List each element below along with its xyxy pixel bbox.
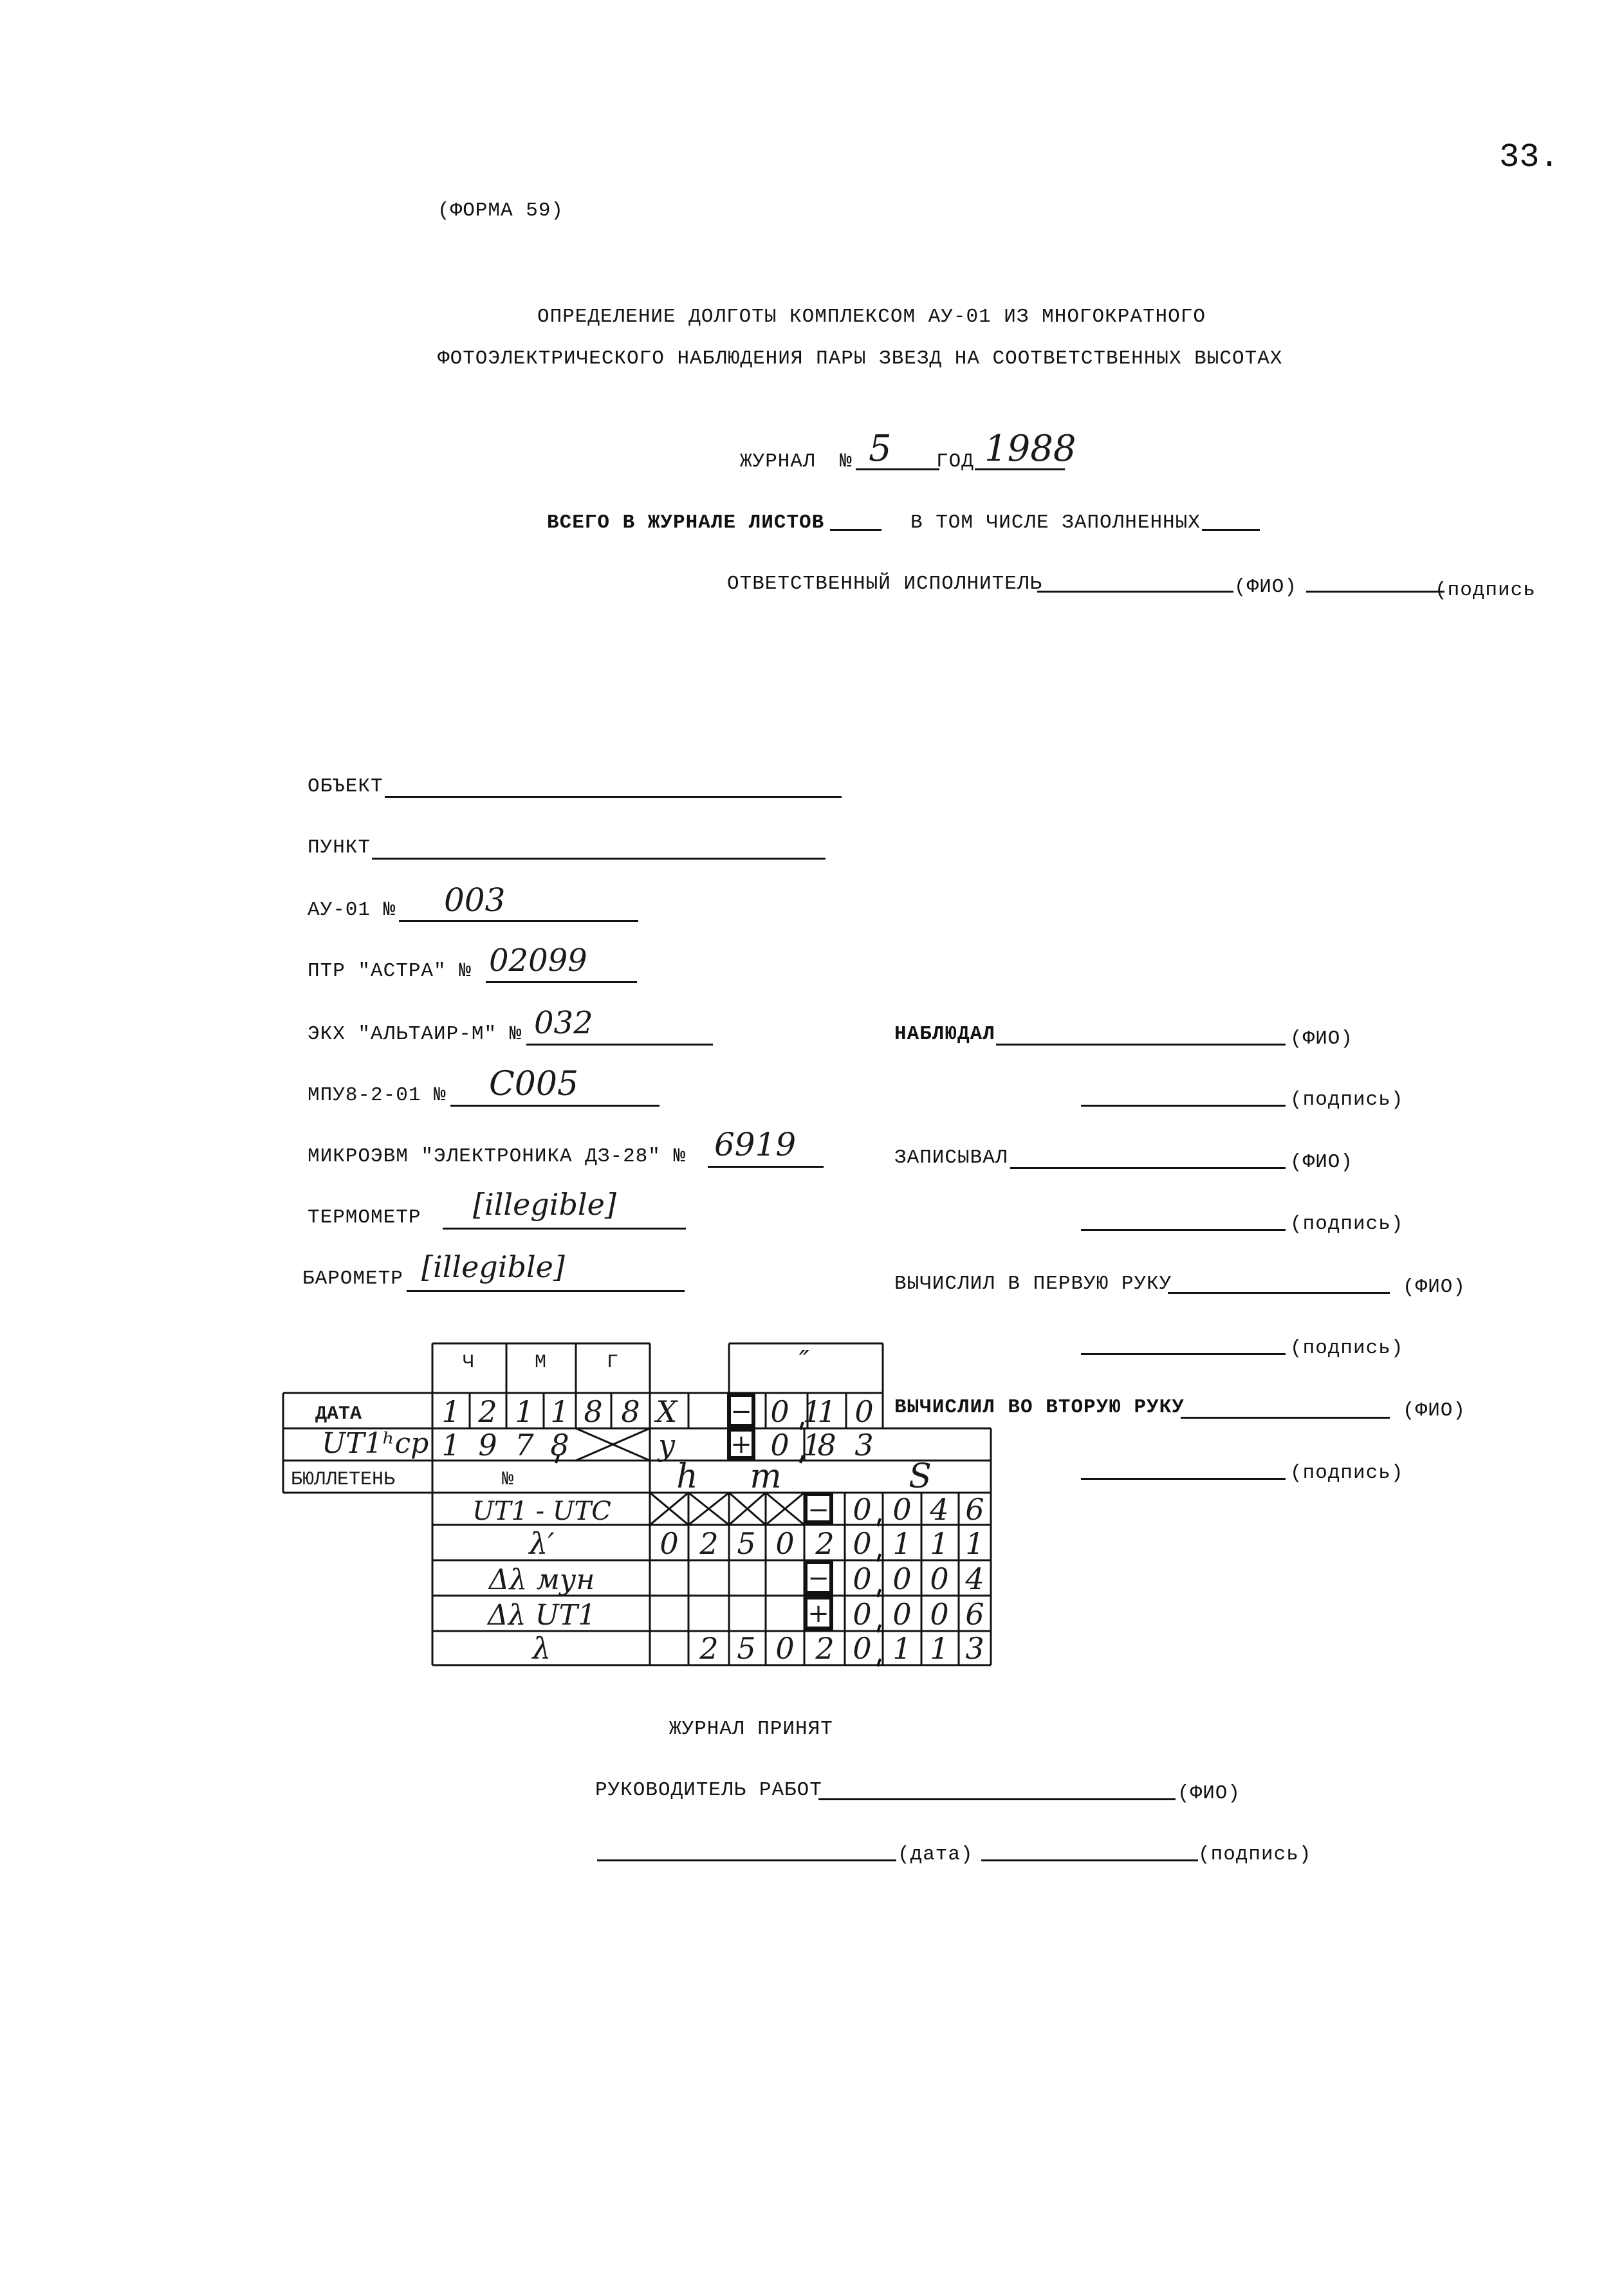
computed2-fio: (ФИО): [1403, 1399, 1466, 1422]
thermo-label: ТЕРМОМЕТР: [308, 1206, 421, 1229]
date-digit-0: 1: [441, 1394, 461, 1429]
year-value: 1988: [984, 428, 1076, 470]
accepted-sign: (подпись): [1198, 1843, 1312, 1866]
dl-mun-digit-2: 0: [930, 1562, 949, 1596]
responsible-fio: (ФИО): [1234, 576, 1298, 598]
bulletin-no: №: [502, 1469, 514, 1491]
col-h-header: Ч: [462, 1352, 475, 1374]
sheets-filled-label: В ТОМ ЧИСЛЕ ЗАПОЛНЕННЫХ: [910, 512, 1201, 534]
title-line-2: ФОТОЭЛЕКТРИЧЕСКОГО НАБЛЮДЕНИЯ ПАРЫ ЗВЕЗД НА СООТВЕТСТВЕННЫХ ВЫСОТАХ: [438, 347, 1283, 370]
ut1-utc-digit-3: 6: [965, 1492, 984, 1527]
x-label: X: [656, 1394, 678, 1429]
lambda-digit-1: 5: [737, 1631, 756, 1666]
lambda-digit-7: 3: [965, 1631, 984, 1666]
table-grid: [283, 1343, 991, 1665]
dl-ut1-sign: +: [807, 1599, 829, 1628]
lambda-digit-5: 1: [892, 1631, 912, 1666]
baro-value: [illegible]: [421, 1249, 565, 1284]
date-digit-1: 2: [478, 1394, 497, 1429]
ut1-digit-0: 1: [441, 1428, 461, 1462]
row-bulletin-label: БЮЛЛЕТЕНЬ: [291, 1469, 396, 1491]
ut1-digit-1: 9: [478, 1428, 497, 1462]
ptr-label: ПТР "АСТРА" №: [308, 960, 472, 982]
dl-ut1-digit-0: 0: [853, 1597, 872, 1632]
recorded-label: ЗАПИСЫВАЛ: [894, 1147, 1008, 1169]
lambda-digit-4: 0: [853, 1631, 872, 1666]
lambda-prime-digit-1: 2: [699, 1526, 719, 1561]
y-digit-0: 0: [770, 1428, 789, 1462]
dl-mun-label: Δλ мун: [488, 1563, 595, 1596]
m-label: m: [750, 1457, 782, 1496]
date-digit-5: 8: [621, 1394, 640, 1429]
ut1-utc-digit-2: 4: [930, 1492, 949, 1527]
dl-mun-sign: −: [807, 1563, 829, 1593]
recorded-sign: (подпись): [1290, 1213, 1404, 1235]
x-digit-1: 1: [802, 1394, 822, 1429]
responsible-label: ОТВЕТСТВЕННЫЙ ИСПОЛНИТЕЛЬ: [727, 573, 1043, 595]
s-label: S: [909, 1457, 932, 1496]
lambda-digit-3: 2: [815, 1631, 835, 1666]
sheets-total-label: ВСЕГО В ЖУРНАЛЕ ЛИСТОВ: [547, 512, 825, 534]
title-line-1: ОПРЕДЕЛЕНИЕ ДОЛГОТЫ КОМПЛЕКСОМ АУ-01 ИЗ МНОГОКРАТНОГО: [537, 306, 1206, 328]
micro-label: МИКРОЭВМ "ЭЛЕКТРОНИКА ДЗ-28" №: [308, 1145, 687, 1168]
x-digit-2: 1: [817, 1394, 836, 1429]
x-digit-0: 0: [770, 1394, 789, 1429]
au01-label: АУ-01 №: [308, 899, 396, 921]
date-digit-2: 1: [515, 1394, 534, 1429]
lambda-digit-0: 2: [699, 1631, 719, 1666]
observed-sign: (подпись): [1290, 1089, 1404, 1111]
date-digit-3: 1: [550, 1394, 569, 1429]
ut1-digit-3: 8: [550, 1428, 569, 1462]
baro-label: БАРОМЕТР: [302, 1268, 403, 1290]
y-label: y: [658, 1428, 675, 1462]
dl-ut1-digit-3: 6: [965, 1597, 984, 1632]
computed1-sign: (подпись): [1290, 1337, 1404, 1360]
point-label: ПУНКТ: [308, 836, 371, 859]
journal-no-label: №: [840, 450, 853, 473]
row-ut1-label: UT1ʰср: [322, 1427, 429, 1460]
ut1-utc-sign: −: [807, 1495, 829, 1525]
dl-mun-digit-3: 4: [965, 1562, 984, 1596]
lambda-prime-label: λ′: [529, 1526, 555, 1561]
col-g-header: Г: [606, 1352, 619, 1374]
recorded-fio: (ФИО): [1290, 1151, 1354, 1174]
lambda-prime-digit-8: 1: [965, 1526, 984, 1561]
y-digit-2: 8: [817, 1428, 836, 1462]
computed2-label: ВЫЧИСЛИЛ ВО ВТОРУЮ РУКУ: [894, 1396, 1185, 1419]
accepted-date: (дата): [898, 1843, 973, 1866]
accepted-sign-line: [981, 1859, 1198, 1861]
col-sec-header: ″: [798, 1345, 810, 1378]
ut1-utc-digit-1: 0: [892, 1492, 912, 1527]
ut1-digit-2: 7: [515, 1428, 534, 1462]
ptr-value: 02099: [489, 943, 587, 979]
x-digit-3: 0: [854, 1394, 874, 1429]
lambda-prime-digit-2: 5: [737, 1526, 756, 1561]
lambda-digit-2: 0: [775, 1631, 795, 1666]
computed1-fio: (ФИО): [1403, 1276, 1466, 1298]
x-sign: −: [730, 1397, 752, 1426]
computed1-label: ВЫЧИСЛИЛ В ПЕРВУЮ РУКУ: [894, 1273, 1172, 1295]
ekh-value: 032: [534, 1005, 593, 1041]
journal-label: ЖУРНАЛ: [740, 450, 816, 473]
form-label: (ФОРМА 59): [438, 199, 564, 222]
head-label: РУКОВОДИТЕЛЬ РАБОТ: [595, 1779, 822, 1802]
observed-label: НАБЛЮДАЛ: [894, 1023, 995, 1046]
lambda-prime-digit-6: 1: [892, 1526, 912, 1561]
lambda-digit-6: 1: [930, 1631, 949, 1666]
au01-value: 003: [444, 881, 506, 919]
date-digit-4: 8: [584, 1394, 603, 1429]
col-m-header: М: [534, 1352, 547, 1374]
dl-ut1-label: Δλ UT1: [487, 1599, 596, 1632]
mpu-label: МПУ8-2-01 №: [308, 1084, 447, 1107]
y-digit-3: 3: [854, 1428, 874, 1462]
ut1-utc-label: UT1 - UTC: [472, 1497, 611, 1526]
y-sign: +: [730, 1430, 752, 1459]
lambda-prime-digit-0: 0: [660, 1526, 679, 1561]
lambda-prime-digit-3: 0: [775, 1526, 795, 1561]
ekh-label: ЭКХ "АЛЬТАИР-М" №: [308, 1023, 522, 1046]
journal-no-value: 5: [869, 428, 892, 470]
y-digit-1: 1: [802, 1428, 822, 1462]
responsible-sign: (подпись: [1435, 579, 1536, 602]
lambda-label: λ: [532, 1631, 551, 1666]
dl-mun-digit-1: 0: [892, 1562, 912, 1596]
dl-ut1-digit-1: 0: [892, 1597, 912, 1632]
dl-ut1-digit-2: 0: [930, 1597, 949, 1632]
lambda-prime-digit-4: 2: [815, 1526, 835, 1561]
year-label: ГОД: [936, 450, 974, 473]
accepted-date-line: [597, 1859, 896, 1861]
ut1-utc-digit-0: 0: [853, 1492, 872, 1527]
head-fio-line: [818, 1798, 1176, 1800]
row-date-label: ДАТА: [315, 1403, 362, 1425]
observed-fio: (ФИО): [1290, 1028, 1354, 1050]
lambda-prime-digit-7: 1: [930, 1526, 949, 1561]
thermo-value: [illegible]: [473, 1187, 616, 1222]
accepted-title: ЖУРНАЛ ПРИНЯТ: [669, 1718, 833, 1740]
dl-mun-digit-0: 0: [853, 1562, 872, 1596]
head-fio: (ФИО): [1177, 1782, 1241, 1805]
h-label: h: [676, 1457, 698, 1496]
micro-value: 6919: [714, 1126, 797, 1163]
object-label: ОБЪЕКТ: [308, 775, 383, 798]
mpu-value: С005: [489, 1065, 579, 1103]
lambda-prime-digit-5: 0: [853, 1526, 872, 1561]
computed2-sign: (подпись): [1290, 1462, 1404, 1484]
page-number: 33.: [1499, 138, 1560, 176]
